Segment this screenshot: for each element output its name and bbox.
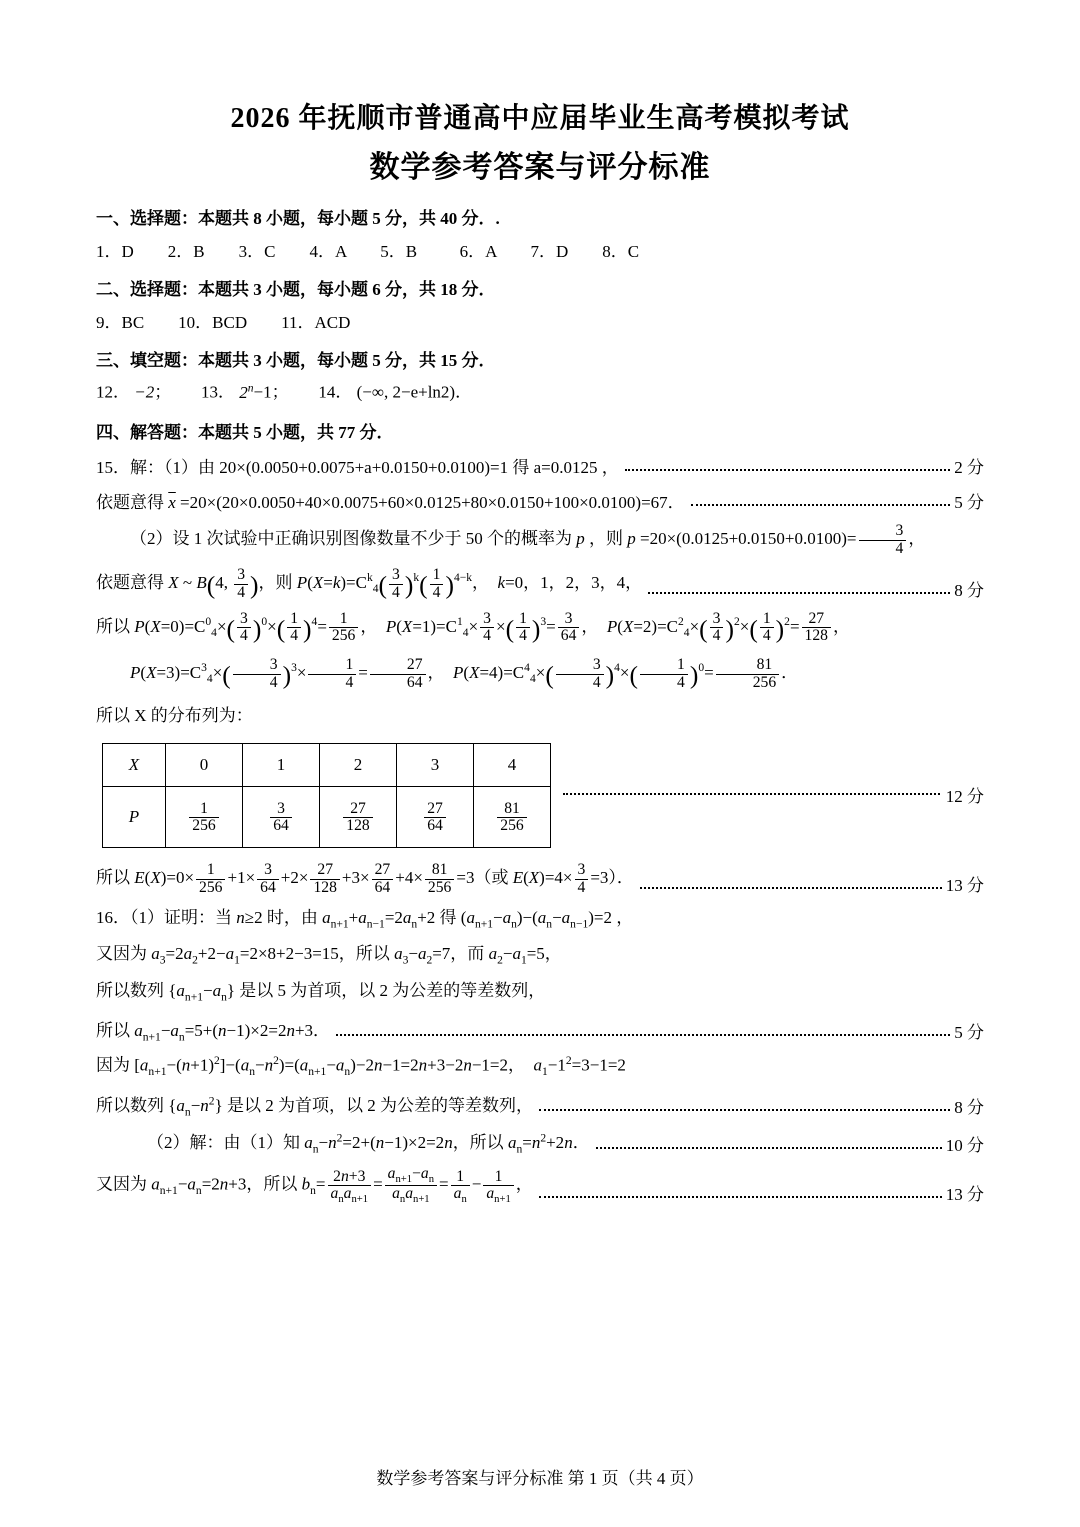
page-footer: 数学参考答案与评分标准 第 1 页（共 4 页） <box>376 1469 704 1488</box>
cell-p-2: $\frac{27}{128}$ <box>320 787 397 848</box>
section-1-answers: 1．D 2．B 3．C 4．A 5．B 6．A 7．D 8．C <box>96 242 640 261</box>
q15-part2-line: （2）设 1 次试验中正确识别图像数量不少于 50 个的概率为 p ，则 p =20×(0.0125+0.0150+0.0100)= $\frac{3}{4}$ ， <box>130 522 926 557</box>
q15-line-1 <box>96 453 984 478</box>
q16-line-3: 所以数列 $\{a_{n+1}-a_n\}$ 是以 5 为首项，以 2 为公差的等差数列， <box>96 980 546 1003</box>
dot-leader <box>539 1195 942 1198</box>
fill-answer-12-label: 12． <box>96 382 130 402</box>
q16-score-8: 8 分 <box>954 1098 984 1118</box>
table-row <box>103 787 551 848</box>
dot-leader <box>640 886 942 889</box>
q16-line-4 <box>96 1016 984 1043</box>
q16-line-8 <box>96 1166 984 1206</box>
fill-answer-13-label: 13． <box>200 382 235 402</box>
cell-p-0: $\frac{1}{256}$ <box>166 787 243 848</box>
section-4-heading: 四、解答题：本题共 5 小题，共 77 分． <box>96 423 394 443</box>
cell-p-3: $\frac{27}{64}$ <box>397 787 474 848</box>
fill-answer-14-label: 14． <box>318 382 353 402</box>
q15-distribution-block <box>96 737 984 852</box>
dot-leader <box>563 792 940 795</box>
q15-score-12: 12 分 <box>945 787 984 807</box>
q15-binomial-text: 依题意得 X ~ B(4, $\frac{3}{4}$ )，则 $P(X=k)=C^k_4$( $\frac{3}{4}$ )$^k$( $\frac{1}{4}$ )$^{4-k}$， k=0，1，2，3，4， <box>96 566 643 601</box>
q15-prob-line-2: $P(X=3)=C^3_4\times$( $\frac{3}{4}$ )$^3$× $\frac{1}{4}$ = $\frac{27}{64}$ ， $P(X=4)=C^4_4\times$( $\frac{3}{4}$ )$^4$×( $\frac{1}{4}$ )$^0$= $\frac{81}{256}$ ． <box>130 656 799 691</box>
q15-expectation-line <box>96 862 984 896</box>
dot-leader <box>539 1108 950 1111</box>
distribution-table <box>102 743 551 848</box>
q16-line-7-text: （2）解：由（1）知 $a_n-n^2=2+(n-1)\times 2=2n$，所以 $a_n=n^2+2n$． <box>130 1131 590 1156</box>
dot-leader <box>648 591 950 594</box>
section-2-answers: 9．BC 10．BCD 11．ACD <box>96 313 351 332</box>
dot-leader <box>336 1033 950 1036</box>
cell-x-0: 0 <box>166 744 243 787</box>
q16-line-8-text: 又因为 $a_{n+1}-a_n=2n+3$，所以 $b_n=$ $\frac{2n+3}{a_na_{n+1}}$ = $\frac{a_{n+1}-a_n}{a_na_{n+1}}$ = $\frac{1}{a_n}$ − $\frac{1}{a_{n+1}}$ ， <box>96 1164 533 1206</box>
cell-p-label: P <box>128 807 140 827</box>
q16-line-7 <box>96 1128 984 1155</box>
dot-leader <box>625 468 950 471</box>
page-subtitle: 数学参考答案与评分标准 <box>369 151 711 184</box>
q16-score-10: 10 分 <box>945 1135 984 1155</box>
dot-leader <box>691 503 951 506</box>
section-3-answers: 12． −2； 13． $2^n-1$； 14． (−∞, 2−e+ln2)． <box>96 381 473 402</box>
q15-line-2 <box>96 488 984 513</box>
cell-p-4: $\frac{81}{256}$ <box>474 787 551 848</box>
section-2-heading: 二、选择题：本题共 3 小题，每小题 6 分，共 18 分． <box>96 280 496 299</box>
q15-dist-label: 所以 X 的分布列为： <box>96 705 253 725</box>
cell-p-1: $\frac{3}{64}$ <box>243 787 320 848</box>
q15-mean-text: 依题意得 $\overline{x} =20\times(20\times 0.0050+40\times 0.0075+60\times 0.0125+80\times 0.0150+100\times 0.0100)=67$． <box>96 493 685 513</box>
q16-line-2: 又因为 $a_3=2a_2+2-a_1=2\times 8+2-3=15$，所以 $a_3-a_2=7$，而 $a_2-a_1=5$， <box>96 944 562 967</box>
q15-lead-text: 15．解：（1）由 20×(0.0050+0.0075+a+0.0150+0.0100)=1 得 a=0.0125 ， <box>96 458 619 478</box>
q16-line-6-text: 所以数列 $\{a_n-n^2\}$ 是以 2 为首项，以 2 为公差的等差数列， <box>96 1094 533 1119</box>
section-1-heading: 一、选择题：本题共 8 小题，每小题 5 分，共 40 分．. <box>96 209 500 228</box>
cell-x-3: 3 <box>397 744 474 787</box>
q16-score-5: 5 分 <box>954 1023 984 1043</box>
cell-x-1: 1 <box>243 744 320 787</box>
q15-binomial-line <box>96 567 984 601</box>
section-3-heading: 三、填空题：本题共 3 小题，每小题 5 分，共 15 分． <box>96 351 496 370</box>
q15-score-13: 13 分 <box>945 876 984 896</box>
q16-line-4-text: 所以 $a_{n+1}-a_n=5+(n-1)\times 2=2n+3$． <box>96 1020 331 1044</box>
page-title: 2026 年抚顺市普通高中应届毕业生高考模拟考试 <box>230 103 850 134</box>
q16-line-5: 因为 $[a_{n+1}-(n+1)^2]-(a_n-n^2)=(a_{n+1}-a_n)-2n-1=2n+3-2n-1=2$， $a_1-1^2=3-1=2$ <box>96 1054 626 1079</box>
q15-score-5: 5 分 <box>954 493 984 513</box>
q16-score-13: 13 分 <box>945 1185 984 1205</box>
q15-score-2: 2 分 <box>954 458 984 478</box>
q16-line-1: 16．（1）证明：当 n≥2 时，由 $a_{n+1}+a_{n-1}=2a_n+2$ 得 $(a_{n+1}-a_n)-(a_n-a_{n-1})=2$ ， <box>96 908 634 931</box>
cell-x-4: 4 <box>474 744 551 787</box>
q16-line-6 <box>96 1091 984 1118</box>
table-row <box>103 744 551 787</box>
q15-expectation-text: 所以 E(X)=0× $\frac{1}{256}$ +1× $\frac{3}{64}$ +2× $\frac{27}{128}$ +3× $\frac{27}{64}$ +4× $\frac{81}{256}$ =3（或 E(X)=4× $\frac{3}{4}$ =3）． <box>96 861 634 896</box>
q15-prob-line-1: 所以 $P(X=0)=C^0_4\times$( $\frac{3}{4}$ )$^0$×( $\frac{1}{4}$ )$^4$= $\frac{1}{256}$ ， $P(X=1)=C^1_4\times$ $\frac{3}{4}$ ×( $\frac{1}{4}$ )$^3$= $\frac{3}{64}$ ， $P(X=2)=C^2_4\times$( $\frac{3}{4}$ )$^2$×( $\frac{1}{4}$ )$^2$= $\frac{27}{128}$ ， <box>96 609 850 645</box>
dot-leader <box>596 1146 942 1149</box>
cell-x-2: 2 <box>320 744 397 787</box>
cell-x-label: X <box>128 755 140 775</box>
q15-score-8: 8 分 <box>954 580 984 600</box>
